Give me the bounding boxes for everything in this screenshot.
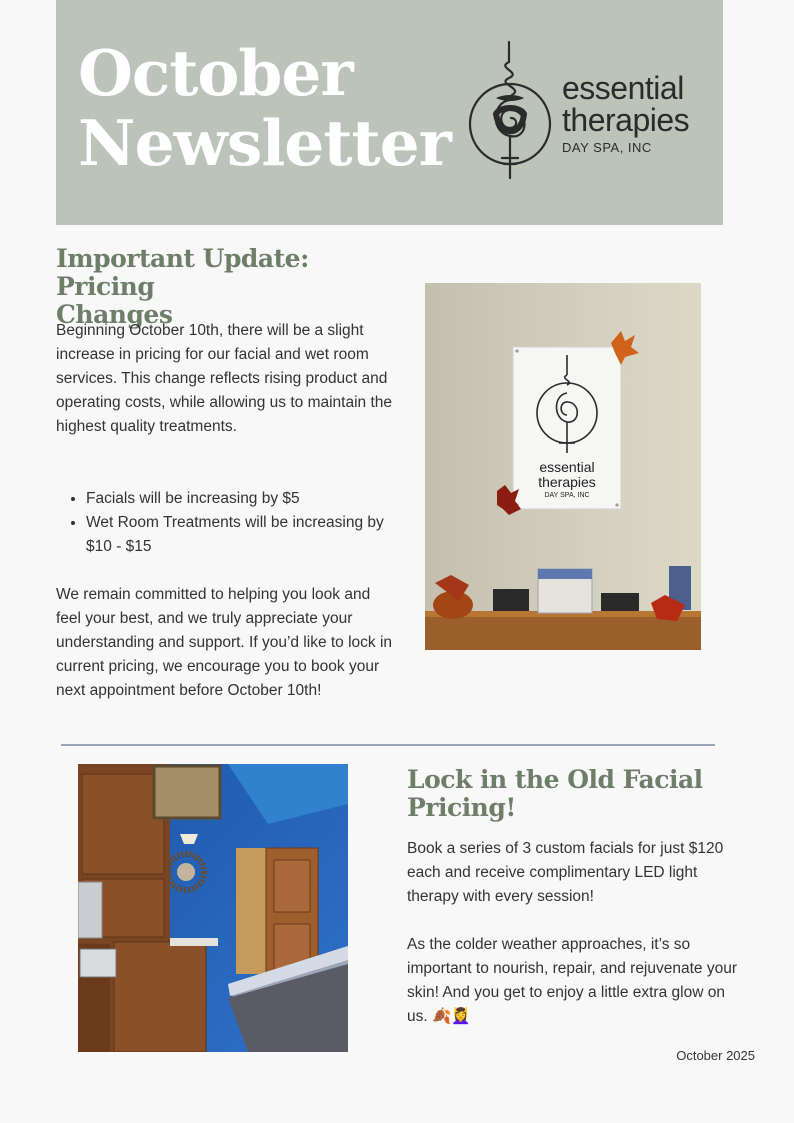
photo-sign-word-essential: essential <box>539 459 595 475</box>
logo-word-essential: essential <box>562 70 684 106</box>
price-increase-list <box>56 487 386 559</box>
list-item: • Wet Room Treatments will be increasing by $10 - $15 <box>86 511 386 559</box>
heading-line-1: Lock in the Old Facial <box>407 765 703 794</box>
footer-date: October 2025 <box>676 1048 755 1063</box>
heading-line-1: Important Update: Pricing <box>56 244 309 301</box>
photo-sign-word-therapies: therapies <box>538 474 596 490</box>
spa-sign-photo <box>425 283 701 650</box>
commitment-paragraph: We remain committed to helping you look and feel your best, and we truly appreciate your understanding and support. If you’d like to lock in current pricing, we encourage you to book your next appointment before October 10th! <box>56 586 393 699</box>
pricing-intro-paragraph: Beginning October 10th, there will be a slight increase in pricing for our facial and wet room services. This change reflects rising product and operating costs, while allowing us to maintain the highest quality treatments. <box>56 322 393 435</box>
logo-word-day-spa: DAY SPA, INC <box>562 140 652 155</box>
header-banner <box>56 0 723 225</box>
title-line-2: Newsletter <box>78 106 451 180</box>
pricing-update-heading <box>56 245 406 329</box>
treatment-room-photo <box>78 764 348 1052</box>
photo-sign-text <box>513 460 621 501</box>
heading-line-2: Pricing! <box>407 793 516 822</box>
list-item: • Facials will be increasing by $5 <box>86 487 386 511</box>
facial-offer-paragraph: Book a series of 3 custom facials for just $120 each and receive complimentary LED light therapy with every session! <box>407 840 724 905</box>
logo-wordmark <box>562 72 689 155</box>
newsletter-title <box>78 38 451 178</box>
facial-offer-heading <box>407 766 737 822</box>
company-logo <box>466 40 716 185</box>
section-divider <box>61 744 715 746</box>
unalome-logo-icon <box>466 40 556 185</box>
logo-word-therapies: therapies <box>562 102 690 138</box>
colder-weather-paragraph: As the colder weather approaches, it’s so important to nourish, repair, and rejuvenate your skin! And you get to enjoy a little extra glow on us. 🍂💆‍♀️ <box>407 936 737 1025</box>
photo-sign-word-day-spa: DAY SPA, INC <box>544 492 590 499</box>
heading-line-2: Changes <box>56 300 173 329</box>
title-line-1: October <box>78 36 353 110</box>
